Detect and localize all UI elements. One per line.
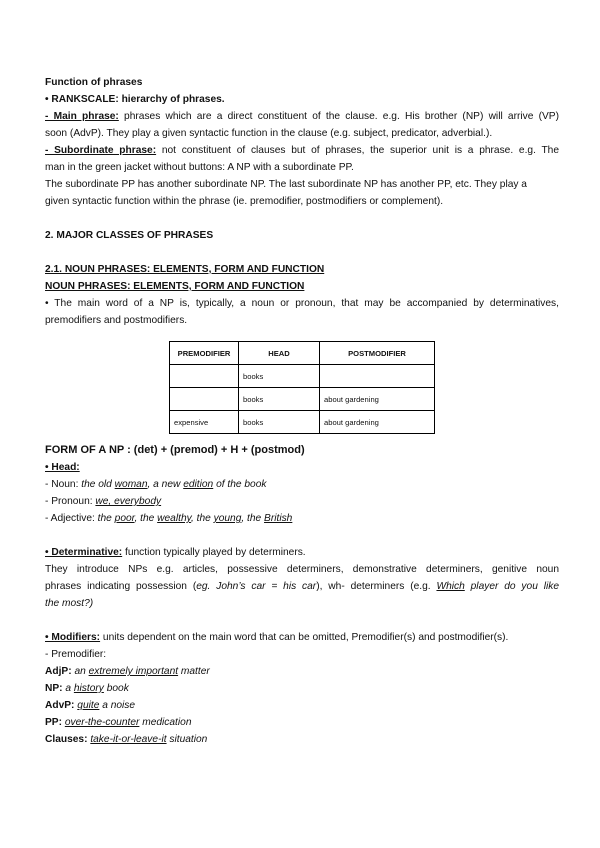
- determinative-line-1: • Determinative: function typically played by determiners.: [45, 547, 306, 558]
- premodifier-label: - Premodifier:: [45, 649, 107, 660]
- table-cell: expensive: [170, 411, 239, 434]
- main-phrase-line-2: soon (AdvP). They play a given syntactic function in the clause (e.g. subject, predicator, adverbial.).: [45, 128, 493, 139]
- table-cell: books: [239, 365, 320, 388]
- np-intro-line-1: • The main word of a NP is, typically, a noun or pronoun, that may be accompanied by determinatives,: [45, 298, 559, 309]
- list-item: PP: over-the-counter medication: [45, 717, 192, 728]
- section-title-function: Function of phrases: [45, 77, 143, 88]
- subsection-title-np: NOUN PHRASES: ELEMENTS, FORM AND FUNCTION: [45, 281, 305, 292]
- determinative-line-3: phrases indicating possession (eg. John’s car = his car), wh- determiners (e.g. Which player do you like: [45, 581, 559, 592]
- table-cell: [170, 365, 239, 388]
- sub-phrase-line-3: The subordinate PP has another subordinate NP. The last subordinate NP has another PP, etc. They play a: [45, 179, 527, 190]
- list-item: AdvP: quite a noise: [45, 700, 136, 711]
- subsection-title-21: 2.1. NOUN PHRASES: ELEMENTS, FORM AND FUNCTION: [45, 264, 325, 275]
- np-structure-table: [169, 341, 435, 434]
- table-row: [170, 411, 435, 434]
- table-header-cell: PREMODIFIER: [170, 342, 239, 365]
- table-cell: [170, 388, 239, 411]
- section-title-major-classes: 2. MAJOR CLASSES OF PHRASES: [45, 230, 214, 241]
- np-form-title: FORM OF A NP : (det) + (premod) + H + (postmod): [45, 444, 305, 456]
- table-header-cell: HEAD: [239, 342, 320, 365]
- table-header-cell: POSTMODIFIER: [320, 342, 435, 365]
- sub-phrase-label: - Subordinate phrase:: [45, 145, 157, 156]
- table-cell: books: [239, 411, 320, 434]
- sub-phrase-line-2: man in the green jacket without buttons: A NP with a subordinate PP.: [45, 162, 354, 173]
- determinative-line-2: They introduce NPs e.g. articles, possessive determiners, demonstrative determiners, genitive noun: [45, 564, 559, 575]
- sub-phrase-line-4: given syntactic function within the phrase (ie. premodifier, postmodifiers or complement).: [45, 196, 444, 207]
- main-phrase-line-1: - Main phrase: phrases which are a direct constituent of the clause. e.g. His brother (NP) will arrive (VP): [45, 111, 559, 122]
- table-row: [170, 365, 435, 388]
- sub-phrase-line-1: - Subordinate phrase: not constituent of clauses but of phrases, the superior unit is a phrase. e.g. The: [45, 145, 559, 156]
- list-item: AdjP: an extremely important matter: [45, 666, 210, 677]
- rankscale-line: • RANKSCALE: hierarchy of phrases.: [45, 94, 225, 105]
- table-cell: books: [239, 388, 320, 411]
- table-cell: about gardening: [320, 388, 435, 411]
- head-label: • Head:: [45, 462, 80, 473]
- np-intro-line-2: premodifiers and postmodifiers.: [45, 315, 188, 326]
- list-item: NP: a history book: [45, 683, 129, 694]
- table-header-row: [170, 342, 435, 365]
- head-pronoun-line: - Pronoun: we, everybody: [45, 496, 162, 507]
- head-noun-line: - Noun: the old woman, a new edition of the book: [45, 479, 267, 490]
- table-cell: [320, 365, 435, 388]
- document-page: [45, 74, 559, 748]
- modifiers-line: • Modifiers: units dependent on the main word that can be omitted, Premodifier(s) and postmodifier(s).: [45, 632, 509, 643]
- main-phrase-label: - Main phrase:: [45, 111, 119, 122]
- determinative-line-4: the most?): [45, 598, 94, 609]
- list-item: Clauses: take-it-or-leave-it situation: [45, 734, 208, 745]
- table-row: [170, 388, 435, 411]
- table-cell: about gardening: [320, 411, 435, 434]
- head-adjective-line: - Adjective: the poor, the wealthy, the young, the British: [45, 513, 293, 524]
